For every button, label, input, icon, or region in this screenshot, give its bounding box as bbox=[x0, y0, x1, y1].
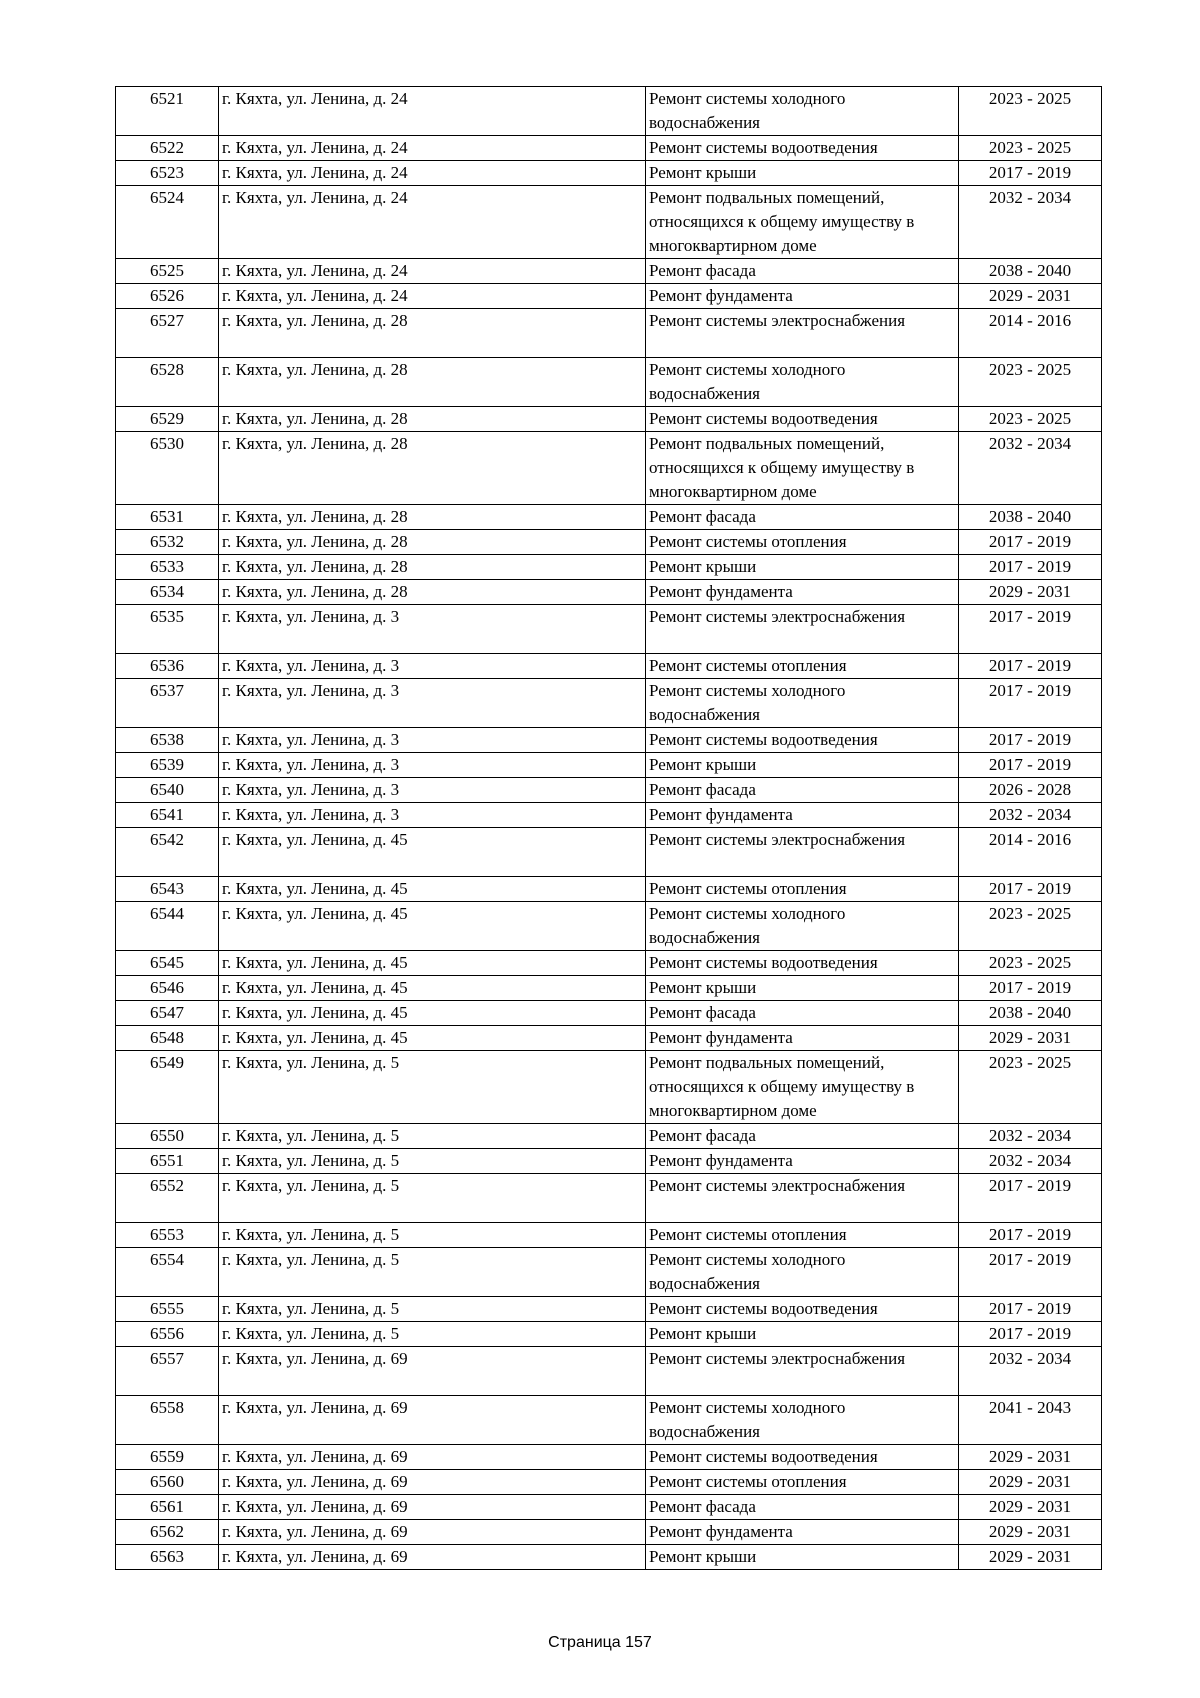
row-address: г. Кяхта, ул. Ленина, д. 69 bbox=[219, 1520, 646, 1545]
row-address: г. Кяхта, ул. Ленина, д. 69 bbox=[219, 1470, 646, 1495]
row-address: г. Кяхта, ул. Ленина, д. 24 bbox=[219, 284, 646, 309]
row-number: 6551 bbox=[116, 1149, 219, 1174]
table-body bbox=[116, 87, 1102, 1570]
row-period: 2029 - 2031 bbox=[959, 580, 1102, 605]
row-work-type: Ремонт фундамента bbox=[646, 803, 959, 828]
row-address: г. Кяхта, ул. Ленина, д. 28 bbox=[219, 555, 646, 580]
table-row bbox=[116, 407, 1102, 432]
row-number: 6533 bbox=[116, 555, 219, 580]
table-row bbox=[116, 1248, 1102, 1297]
row-period: 2029 - 2031 bbox=[959, 1026, 1102, 1051]
row-number: 6536 bbox=[116, 654, 219, 679]
row-number: 6550 bbox=[116, 1124, 219, 1149]
row-period: 2017 - 2019 bbox=[959, 1223, 1102, 1248]
row-period: 2029 - 2031 bbox=[959, 1445, 1102, 1470]
row-work-type: Ремонт крыши bbox=[646, 1322, 959, 1347]
row-number: 6529 bbox=[116, 407, 219, 432]
row-number: 6534 bbox=[116, 580, 219, 605]
row-number: 6563 bbox=[116, 1545, 219, 1570]
row-address: г. Кяхта, ул. Ленина, д. 28 bbox=[219, 432, 646, 505]
row-work-type: Ремонт крыши bbox=[646, 555, 959, 580]
row-address: г. Кяхта, ул. Ленина, д. 45 bbox=[219, 1026, 646, 1051]
table-row bbox=[116, 1174, 1102, 1223]
row-number: 6528 bbox=[116, 358, 219, 407]
table-row bbox=[116, 432, 1102, 505]
row-work-type: Ремонт крыши bbox=[646, 1545, 959, 1570]
row-period: 2017 - 2019 bbox=[959, 728, 1102, 753]
row-work-type: Ремонт подвальных помещений, относящихся к общему имуществу в многоквартирном доме bbox=[646, 1051, 959, 1124]
row-period: 2017 - 2019 bbox=[959, 1248, 1102, 1297]
row-period: 2038 - 2040 bbox=[959, 505, 1102, 530]
row-number: 6555 bbox=[116, 1297, 219, 1322]
row-number: 6524 bbox=[116, 186, 219, 259]
row-address: г. Кяхта, ул. Ленина, д. 5 bbox=[219, 1248, 646, 1297]
row-number: 6538 bbox=[116, 728, 219, 753]
table-row bbox=[116, 1001, 1102, 1026]
row-number: 6560 bbox=[116, 1470, 219, 1495]
table-row bbox=[116, 654, 1102, 679]
row-address: г. Кяхта, ул. Ленина, д. 45 bbox=[219, 902, 646, 951]
page-number: Страница 157 bbox=[548, 1634, 652, 1651]
row-number: 6521 bbox=[116, 87, 219, 136]
row-period: 2017 - 2019 bbox=[959, 654, 1102, 679]
row-address: г. Кяхта, ул. Ленина, д. 3 bbox=[219, 654, 646, 679]
row-work-type: Ремонт системы отопления bbox=[646, 1223, 959, 1248]
row-address: г. Кяхта, ул. Ленина, д. 45 bbox=[219, 877, 646, 902]
row-work-type: Ремонт системы отопления bbox=[646, 877, 959, 902]
row-address: г. Кяхта, ул. Ленина, д. 5 bbox=[219, 1149, 646, 1174]
table-row bbox=[116, 580, 1102, 605]
table-row bbox=[116, 828, 1102, 877]
row-address: г. Кяхта, ул. Ленина, д. 28 bbox=[219, 580, 646, 605]
row-period: 2023 - 2025 bbox=[959, 358, 1102, 407]
row-work-type: Ремонт системы электроснабжения bbox=[646, 1347, 959, 1396]
row-period: 2032 - 2034 bbox=[959, 1149, 1102, 1174]
row-number: 6542 bbox=[116, 828, 219, 877]
table-row bbox=[116, 1495, 1102, 1520]
row-period: 2038 - 2040 bbox=[959, 1001, 1102, 1026]
row-number: 6535 bbox=[116, 605, 219, 654]
row-period: 2023 - 2025 bbox=[959, 902, 1102, 951]
row-period: 2026 - 2028 bbox=[959, 778, 1102, 803]
table-row bbox=[116, 679, 1102, 728]
row-work-type: Ремонт системы отопления bbox=[646, 654, 959, 679]
row-period: 2029 - 2031 bbox=[959, 1470, 1102, 1495]
row-period: 2017 - 2019 bbox=[959, 877, 1102, 902]
row-number: 6527 bbox=[116, 309, 219, 358]
row-period: 2029 - 2031 bbox=[959, 1545, 1102, 1570]
table-row bbox=[116, 1470, 1102, 1495]
row-number: 6539 bbox=[116, 753, 219, 778]
row-number: 6523 bbox=[116, 161, 219, 186]
row-period: 2017 - 2019 bbox=[959, 530, 1102, 555]
repair-schedule-table bbox=[115, 86, 1102, 1570]
table-row bbox=[116, 877, 1102, 902]
row-address: г. Кяхта, ул. Ленина, д. 45 bbox=[219, 951, 646, 976]
row-work-type: Ремонт системы холодного водоснабжения bbox=[646, 358, 959, 407]
row-work-type: Ремонт системы водоотведения bbox=[646, 136, 959, 161]
row-work-type: Ремонт фасада bbox=[646, 778, 959, 803]
table-row bbox=[116, 284, 1102, 309]
row-address: г. Кяхта, ул. Ленина, д. 28 bbox=[219, 505, 646, 530]
row-period: 2017 - 2019 bbox=[959, 605, 1102, 654]
row-period: 2017 - 2019 bbox=[959, 555, 1102, 580]
row-address: г. Кяхта, ул. Ленина, д. 24 bbox=[219, 259, 646, 284]
row-period: 2032 - 2034 bbox=[959, 803, 1102, 828]
row-address: г. Кяхта, ул. Ленина, д. 3 bbox=[219, 728, 646, 753]
row-work-type: Ремонт системы водоотведения bbox=[646, 728, 959, 753]
row-period: 2017 - 2019 bbox=[959, 1322, 1102, 1347]
row-address: г. Кяхта, ул. Ленина, д. 3 bbox=[219, 605, 646, 654]
row-address: г. Кяхта, ул. Ленина, д. 5 bbox=[219, 1297, 646, 1322]
table-row bbox=[116, 309, 1102, 358]
row-address: г. Кяхта, ул. Ленина, д. 5 bbox=[219, 1223, 646, 1248]
table-row bbox=[116, 87, 1102, 136]
row-period: 2017 - 2019 bbox=[959, 161, 1102, 186]
table-row bbox=[116, 530, 1102, 555]
row-number: 6548 bbox=[116, 1026, 219, 1051]
row-number: 6525 bbox=[116, 259, 219, 284]
row-number: 6546 bbox=[116, 976, 219, 1001]
row-number: 6559 bbox=[116, 1445, 219, 1470]
table-row bbox=[116, 976, 1102, 1001]
row-number: 6549 bbox=[116, 1051, 219, 1124]
table-row bbox=[116, 1297, 1102, 1322]
row-work-type: Ремонт системы электроснабжения bbox=[646, 1174, 959, 1223]
row-number: 6545 bbox=[116, 951, 219, 976]
row-work-type: Ремонт системы водоотведения bbox=[646, 407, 959, 432]
row-period: 2029 - 2031 bbox=[959, 1520, 1102, 1545]
row-period: 2023 - 2025 bbox=[959, 951, 1102, 976]
row-work-type: Ремонт системы отопления bbox=[646, 1470, 959, 1495]
row-number: 6553 bbox=[116, 1223, 219, 1248]
row-period: 2041 - 2043 bbox=[959, 1396, 1102, 1445]
row-period: 2014 - 2016 bbox=[959, 309, 1102, 358]
row-period: 2032 - 2034 bbox=[959, 186, 1102, 259]
row-number: 6537 bbox=[116, 679, 219, 728]
row-number: 6532 bbox=[116, 530, 219, 555]
row-work-type: Ремонт системы отопления bbox=[646, 530, 959, 555]
row-work-type: Ремонт системы холодного водоснабжения bbox=[646, 902, 959, 951]
row-address: г. Кяхта, ул. Ленина, д. 5 bbox=[219, 1174, 646, 1223]
table-row bbox=[116, 605, 1102, 654]
row-address: г. Кяхта, ул. Ленина, д. 24 bbox=[219, 87, 646, 136]
row-work-type: Ремонт системы водоотведения bbox=[646, 951, 959, 976]
row-number: 6543 bbox=[116, 877, 219, 902]
row-period: 2017 - 2019 bbox=[959, 1174, 1102, 1223]
row-address: г. Кяхта, ул. Ленина, д. 28 bbox=[219, 358, 646, 407]
table-row bbox=[116, 136, 1102, 161]
row-work-type: Ремонт системы электроснабжения bbox=[646, 605, 959, 654]
row-address: г. Кяхта, ул. Ленина, д. 28 bbox=[219, 407, 646, 432]
row-work-type: Ремонт системы водоотведения bbox=[646, 1297, 959, 1322]
table-row bbox=[116, 1396, 1102, 1445]
row-period: 2029 - 2031 bbox=[959, 284, 1102, 309]
row-address: г. Кяхта, ул. Ленина, д. 69 bbox=[219, 1396, 646, 1445]
row-work-type: Ремонт системы холодного водоснабжения bbox=[646, 679, 959, 728]
table-row bbox=[116, 186, 1102, 259]
table-row bbox=[116, 161, 1102, 186]
row-address: г. Кяхта, ул. Ленина, д. 3 bbox=[219, 753, 646, 778]
row-work-type: Ремонт фундамента bbox=[646, 580, 959, 605]
row-address: г. Кяхта, ул. Ленина, д. 5 bbox=[219, 1124, 646, 1149]
table-row bbox=[116, 1445, 1102, 1470]
table-row bbox=[116, 555, 1102, 580]
row-number: 6541 bbox=[116, 803, 219, 828]
row-number: 6554 bbox=[116, 1248, 219, 1297]
row-work-type: Ремонт крыши bbox=[646, 753, 959, 778]
row-address: г. Кяхта, ул. Ленина, д. 5 bbox=[219, 1051, 646, 1124]
row-address: г. Кяхта, ул. Ленина, д. 24 bbox=[219, 186, 646, 259]
row-period: 2032 - 2034 bbox=[959, 1124, 1102, 1149]
row-work-type: Ремонт системы электроснабжения bbox=[646, 828, 959, 877]
table-row bbox=[116, 1026, 1102, 1051]
row-work-type: Ремонт фасада bbox=[646, 1001, 959, 1026]
row-work-type: Ремонт фасада bbox=[646, 1495, 959, 1520]
row-address: г. Кяхта, ул. Ленина, д. 3 bbox=[219, 679, 646, 728]
row-address: г. Кяхта, ул. Ленина, д. 69 bbox=[219, 1495, 646, 1520]
row-period: 2023 - 2025 bbox=[959, 407, 1102, 432]
row-address: г. Кяхта, ул. Ленина, д. 28 bbox=[219, 530, 646, 555]
row-period: 2038 - 2040 bbox=[959, 259, 1102, 284]
row-period: 2017 - 2019 bbox=[959, 679, 1102, 728]
row-work-type: Ремонт системы холодного водоснабжения bbox=[646, 1396, 959, 1445]
row-number: 6561 bbox=[116, 1495, 219, 1520]
row-work-type: Ремонт крыши bbox=[646, 161, 959, 186]
table-row bbox=[116, 358, 1102, 407]
row-address: г. Кяхта, ул. Ленина, д. 69 bbox=[219, 1347, 646, 1396]
row-work-type: Ремонт фундамента bbox=[646, 1026, 959, 1051]
row-period: 2032 - 2034 bbox=[959, 432, 1102, 505]
row-work-type: Ремонт системы водоотведения bbox=[646, 1445, 959, 1470]
row-work-type: Ремонт фасада bbox=[646, 259, 959, 284]
row-work-type: Ремонт фундамента bbox=[646, 1520, 959, 1545]
row-address: г. Кяхта, ул. Ленина, д. 28 bbox=[219, 309, 646, 358]
row-address: г. Кяхта, ул. Ленина, д. 69 bbox=[219, 1445, 646, 1470]
row-period: 2017 - 2019 bbox=[959, 1297, 1102, 1322]
row-number: 6531 bbox=[116, 505, 219, 530]
row-work-type: Ремонт подвальных помещений, относящихся к общему имуществу в многоквартирном доме bbox=[646, 186, 959, 259]
table-row bbox=[116, 951, 1102, 976]
row-address: г. Кяхта, ул. Ленина, д. 24 bbox=[219, 161, 646, 186]
row-number: 6562 bbox=[116, 1520, 219, 1545]
row-address: г. Кяхта, ул. Ленина, д. 69 bbox=[219, 1545, 646, 1570]
row-number: 6556 bbox=[116, 1322, 219, 1347]
table-row bbox=[116, 1223, 1102, 1248]
row-work-type: Ремонт фундамента bbox=[646, 284, 959, 309]
row-number: 6540 bbox=[116, 778, 219, 803]
row-address: г. Кяхта, ул. Ленина, д. 24 bbox=[219, 136, 646, 161]
row-number: 6552 bbox=[116, 1174, 219, 1223]
table-row bbox=[116, 259, 1102, 284]
table-row bbox=[116, 1051, 1102, 1124]
row-work-type: Ремонт фасада bbox=[646, 1124, 959, 1149]
table-row bbox=[116, 505, 1102, 530]
row-address: г. Кяхта, ул. Ленина, д. 45 bbox=[219, 828, 646, 877]
row-period: 2023 - 2025 bbox=[959, 87, 1102, 136]
row-period: 2014 - 2016 bbox=[959, 828, 1102, 877]
row-address: г. Кяхта, ул. Ленина, д. 3 bbox=[219, 803, 646, 828]
table-row bbox=[116, 902, 1102, 951]
row-number: 6557 bbox=[116, 1347, 219, 1396]
row-address: г. Кяхта, ул. Ленина, д. 5 bbox=[219, 1322, 646, 1347]
table-row bbox=[116, 778, 1102, 803]
row-address: г. Кяхта, ул. Ленина, д. 45 bbox=[219, 976, 646, 1001]
table-row bbox=[116, 1322, 1102, 1347]
row-address: г. Кяхта, ул. Ленина, д. 45 bbox=[219, 1001, 646, 1026]
row-period: 2023 - 2025 bbox=[959, 1051, 1102, 1124]
row-period: 2017 - 2019 bbox=[959, 976, 1102, 1001]
row-number: 6526 bbox=[116, 284, 219, 309]
row-work-type: Ремонт системы электроснабжения bbox=[646, 309, 959, 358]
row-work-type: Ремонт подвальных помещений, относящихся к общему имуществу в многоквартирном доме bbox=[646, 432, 959, 505]
row-period: 2023 - 2025 bbox=[959, 136, 1102, 161]
row-number: 6547 bbox=[116, 1001, 219, 1026]
row-number: 6522 bbox=[116, 136, 219, 161]
row-number: 6544 bbox=[116, 902, 219, 951]
table-row bbox=[116, 1149, 1102, 1174]
row-address: г. Кяхта, ул. Ленина, д. 3 bbox=[219, 778, 646, 803]
row-number: 6530 bbox=[116, 432, 219, 505]
row-work-type: Ремонт крыши bbox=[646, 976, 959, 1001]
row-work-type: Ремонт системы холодного водоснабжения bbox=[646, 87, 959, 136]
table-row bbox=[116, 728, 1102, 753]
table-row bbox=[116, 753, 1102, 778]
table-row bbox=[116, 1545, 1102, 1570]
row-number: 6558 bbox=[116, 1396, 219, 1445]
table-row bbox=[116, 1520, 1102, 1545]
row-period: 2017 - 2019 bbox=[959, 753, 1102, 778]
row-work-type: Ремонт фундамента bbox=[646, 1149, 959, 1174]
table-row bbox=[116, 803, 1102, 828]
row-period: 2029 - 2031 bbox=[959, 1495, 1102, 1520]
row-work-type: Ремонт системы холодного водоснабжения bbox=[646, 1248, 959, 1297]
row-work-type: Ремонт фасада bbox=[646, 505, 959, 530]
table-row bbox=[116, 1347, 1102, 1396]
row-period: 2032 - 2034 bbox=[959, 1347, 1102, 1396]
table-row bbox=[116, 1124, 1102, 1149]
